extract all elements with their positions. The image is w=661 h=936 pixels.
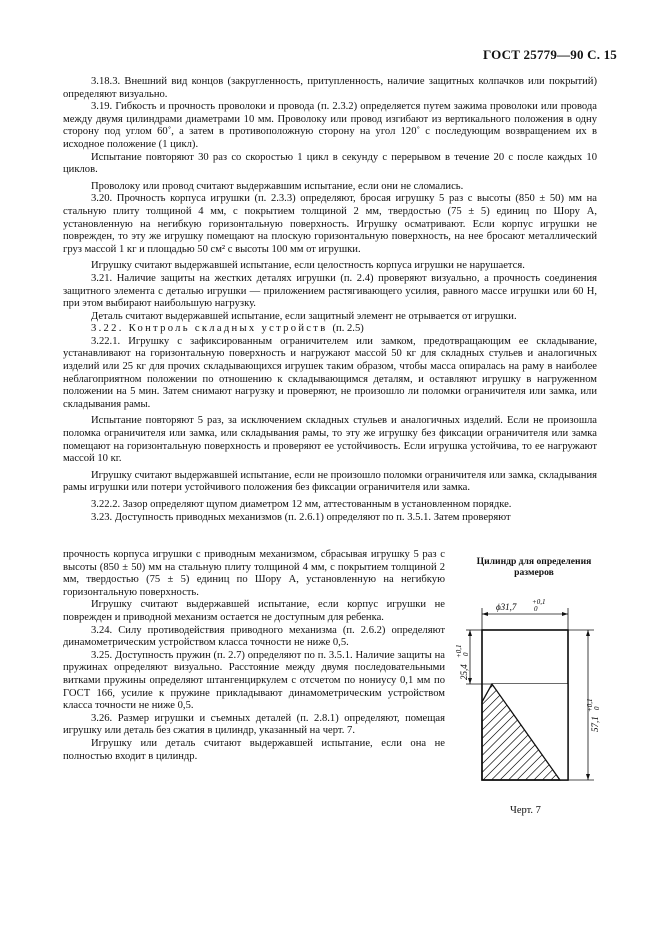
paragraph: Деталь считают выдержавшей испытание, если защитный элемент не отрывается от игрушки. (91, 310, 517, 322)
paragraph: Испытание повторяют 30 раз со скоростью 1 цикл в секунду с перерывом в течение 20 с после каждых 10 циклов. (63, 151, 597, 176)
total-height-tol-top: +0,1 (586, 698, 594, 712)
section-heading (63, 323, 597, 336)
paragraph: 3.20. Прочность корпуса игрушки (п. 2.3.3) определяют, бросая игрушку 5 раз с высоты (850 ± 50) мм на стальную плиту толщиной 4 мм, с покрытием толщиной 2 мм, твердостью (75 ± 5) единиц по Шору А, установленную на негибкую горизонтальную поверхность. Игрушку осматривают. Если корпус игрушки не поврежден, то эту же игрушку помещают на плоскую горизонтальную поверхность, на нее бросают металлический груз массой 1 кг и площадью 50 см² с высоты 100 мм от игрушки. (63, 193, 597, 255)
small-height-dimension: 25,4 (459, 664, 469, 680)
figure-label: Черт. 7 (510, 805, 541, 816)
paragraph: 3.25. Доступность пружин (п. 2.7) определяют по п. 3.5.1. Наличие защиты на пружинах определяют визуально. Расстояние между двумя последовательными витками пружины определяют штангенциркулем с отсчетом по нониусу 0,1 мм по ГОСТ 166, усилие к пружине прикладывают динамометрическим устройством класса точности не ниже 0,5. (63, 649, 445, 712)
figure-caption-block (458, 556, 610, 578)
paragraph: Игрушку считают выдержавшей испытание, если целостность корпуса игрушки не нарушается. (91, 260, 525, 272)
paragraph: Проволоку или провод считают выдержавшим испытание, если они не сломались. (91, 180, 464, 192)
paragraph: 3.23. Доступность приводных механизмов (п. 2.6.1) определяют по п. 3.5.1. Затем проверяют (91, 511, 511, 523)
diameter-tol-top: +0,1 (532, 598, 546, 606)
paragraph: прочность корпуса игрушки с приводным механизмом, сбрасывая игрушку 5 раз с высоты (850 ± 50) мм на стальную плиту толщиной 4 мм, с покрытием толщиной 2 мм, твердостью (75 ± 5) единиц по Шору А, установленную на негибкую горизонтальную поверхность. (63, 549, 445, 598)
paragraph: 3.18.3. Внешний вид концов (закругленность, притупленность, наличие защитных колпачков или покрытий) определяют визуально. (63, 76, 597, 100)
small-height-tol-bottom: 0 (462, 652, 470, 656)
diameter-dimension: ϕ31,7 (496, 602, 517, 612)
total-height-dimension: 57,1 (590, 716, 600, 732)
figure-caption: Цилиндр для определения размеров (476, 556, 592, 578)
paragraph: Игрушку считают выдержавшей испытание, если не произошло поломки ограничителя или замка, складывания рамы игрушки или потери устойчивого положения без фиксации ограничителя или замка. (63, 469, 597, 494)
paragraph: 3.19. Гибкость и прочность проволоки и провода (п. 2.3.2) определяется путем зажима проволоки или провода между двумя цилиндрами диаметрами 10 мм. Проволоку или провод изгибают из вертикального положения в одну сторону под углом 60˚, а затем в противоположную сторону на угол 120˚ с последующим возвращением их в исходное положение (1 цикл). (63, 101, 597, 150)
section-title: 3.22. Контроль складных устройств (91, 323, 328, 335)
total-height-tol-bottom: 0 (593, 706, 601, 710)
paragraph: 3.26. Размер игрушки и съемных деталей (п. 2.8.1) определяют, помещая игрушку или деталь без сжатия в цилиндр, указанный на черт. 7. (63, 712, 445, 737)
paragraph: 3.22.2. Зазор определяют щупом диаметром 12 мм, аттестованным в установленном порядке. (91, 499, 512, 510)
paragraph: 3.22.1. Игрушку с зафиксированным ограничителем или замком, предотвращающим ее складывание, устанавливают на горизонтальную поверхность и нагружают массой 50 кг для складных стульев и аналогичных изделий или 25 кг для прочих складывающихся игрушек таким образом, чтобы масса опиралась на раму в наиболее неблагоприятном положении по отношению к складывающимся деталям, и оставляют игрушку в нагруженном положении на 5 мин. Затем снимают нагрузку и проверяют, не произошло ли поломки ограничителя или замка, или складывания рамы. (63, 335, 597, 410)
small-height-tol-top: +0,1 (455, 644, 463, 658)
section-ref: (п. 2.5) (332, 323, 364, 335)
paragraph: 3.24. Силу противодействия приводного механизма (п. 2.6.2) определяют динамометрическим устройством класса точности не ниже 0,5. (63, 624, 445, 649)
cylinder-drawing (452, 590, 622, 790)
page-header: ГОСТ 25779—90 С. 15 (483, 47, 617, 62)
diameter-tol-bottom: 0 (534, 605, 538, 613)
paragraph: 3.21. Наличие защиты на жестких деталях игрушки (п. 2.4) проверяют визуально, а прочность соединения защитного элемента с деталью игрушки — приложением растягивающего усилия, равного массе игрушки или 60 Н, при этом выбирают наибольшую нагрузку. (63, 272, 597, 310)
body-text-top (63, 76, 597, 524)
paragraph: Игрушку или деталь считают выдержавшей испытание, если она не полностью входит в цилиндр. (63, 737, 445, 762)
paragraph: Игрушку считают выдержавшей испытание, если корпус игрушки не поврежден и приводной механизм остается не доступным для ребенка. (63, 599, 445, 623)
paragraph: Испытание повторяют 5 раз, за исключением складных стульев и аналогичных изделий. Если не произошла поломка ограничителя или замка, или складывания рамы, то эту же игрушку без фиксации ограничителя или замка помещают на горизонтальную поверхность и проверяют ее устойчивость. Если игрушка устойчива, то ее нагружают массой 10 кг. (63, 415, 597, 465)
